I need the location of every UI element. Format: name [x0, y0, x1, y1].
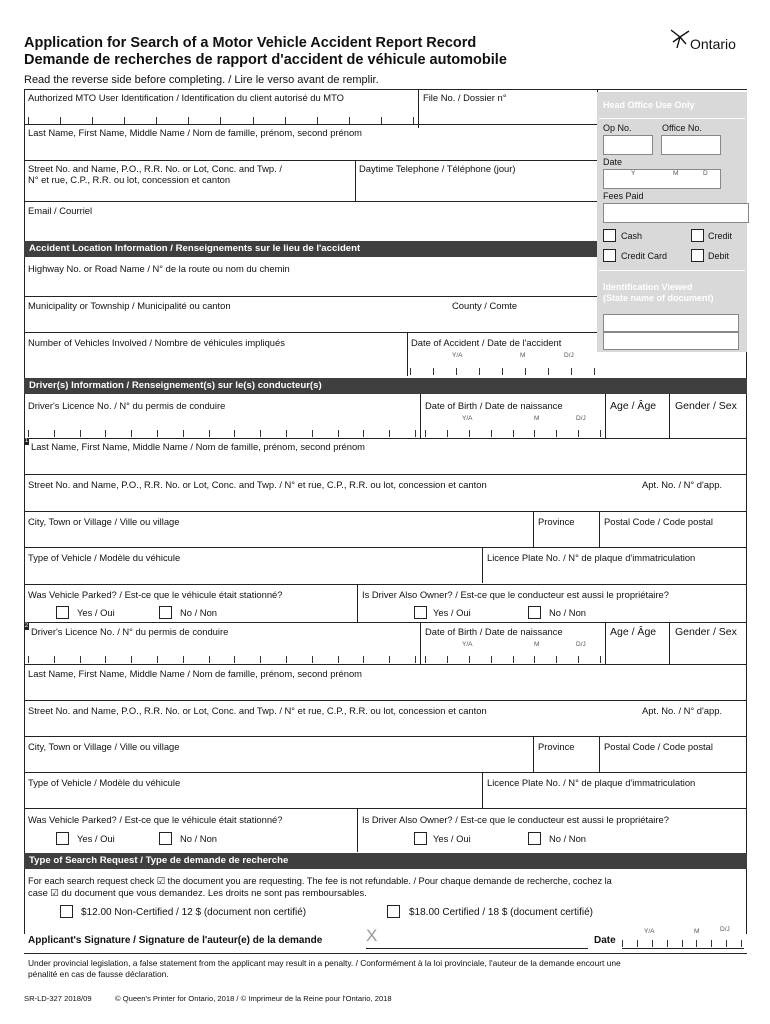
driver1-owner-label: Is Driver Also Owner? / Est-ce que le conducteur est aussi le propriétaire? — [362, 589, 669, 600]
driver2-vehicle-label: Type of Vehicle / Modèle du véhicule — [28, 777, 181, 788]
municipality-label: Municipality or Township / Municipalité ou canton — [28, 300, 231, 311]
signature-date-field[interactable] — [622, 940, 742, 947]
driver1-name-label: Last Name, First Name, Middle Name / Nom de famille, prénom, second prénom — [31, 441, 365, 452]
mto-id-label: Authorized MTO User Identification / Identification du client autorisé du MTO — [28, 92, 344, 103]
driver2-postal-label: Postal Code / Code postal — [604, 741, 713, 752]
driver1-licence-field[interactable] — [28, 430, 416, 437]
driver1-gender-label: Gender / Sex — [675, 400, 737, 412]
driver2-gender-label: Gender / Sex — [675, 626, 737, 638]
op-no-field[interactable] — [603, 135, 653, 155]
phone-label: Daytime Telephone / Téléphone (jour) — [359, 163, 516, 174]
credit-card-checkbox[interactable] — [603, 249, 616, 262]
municipality-field[interactable] — [28, 313, 593, 331]
head-office-panel: Head Office Use Only Op No. Office No. Date Y M D Fees Paid Cash Credit Credit Card Debit Identification Viewed (State name of document) — [597, 92, 747, 352]
legal-text-2: pénalité en cas de fausse déclaration. — [28, 969, 169, 979]
non-certified-label: $12.00 Non-Certified / 12 $ (document non certifié) — [81, 907, 307, 918]
email-label: Email / Courriel — [28, 205, 93, 216]
driver1-licence-label: Driver's Licence No. / N° du permis de conduire — [28, 400, 226, 411]
driver2-street-field[interactable] — [28, 719, 742, 735]
driver1-parked-yes-checkbox[interactable] — [56, 606, 69, 619]
driver1-parked-no-checkbox[interactable] — [159, 606, 172, 619]
driver1-age-field[interactable] — [610, 416, 665, 436]
debit-checkbox[interactable] — [691, 249, 704, 262]
search-instruction-1: For each search request check ☑ the document you are requesting. The fee is not refundable. / Pour chaque demande de recherche, cochez la — [28, 876, 612, 886]
driver1-plate-label: Licence Plate No. / N° de plaque d'immatriculation — [487, 552, 696, 563]
driver1-province-label: Province — [538, 516, 575, 527]
trillium-icon — [668, 28, 692, 50]
vehicles-label: Number of Vehicles Involved / Nombre de véhicules impliqués — [28, 337, 285, 348]
driver2-owner-no-checkbox[interactable] — [528, 832, 541, 845]
certified-checkbox[interactable] — [387, 905, 400, 918]
office-no-field[interactable] — [661, 135, 721, 155]
file-no-label: File No. / Dossier n° — [423, 92, 507, 103]
id-viewed-field-2[interactable] — [603, 332, 739, 350]
county-label: County / Comte — [452, 300, 518, 311]
driver2-licence-field[interactable] — [28, 656, 416, 663]
driver1-city-label: City, Town or Village / Ville ou village — [28, 516, 180, 527]
cash-checkbox[interactable] — [603, 229, 616, 242]
driver1-owner-no-checkbox[interactable] — [528, 606, 541, 619]
driver2-owner-yes-checkbox[interactable] — [414, 832, 427, 845]
accident-section-header: Accident Location Information / Renseignements sur le lieu de l'accident — [24, 241, 597, 257]
signature-label: Applicant's Signature / Signature de l'auteur(e) de la demande — [28, 935, 323, 946]
credit-checkbox[interactable] — [691, 229, 704, 242]
driver1-vehicle-label: Type of Vehicle / Modèle du véhicule — [28, 552, 181, 563]
form-title-fr: Demande de recherches de rapport d'accident de véhicule automobile — [24, 52, 507, 68]
phone-field[interactable] — [359, 178, 595, 200]
accident-date-label: Date of Accident / Date de l'accident — [411, 337, 562, 348]
driver2-city-field[interactable] — [28, 755, 528, 771]
signature-field[interactable] — [366, 926, 588, 949]
driver2-apt-label: Apt. No. / N° d'app. — [642, 705, 723, 716]
driver1-vehicle-field[interactable] — [28, 566, 478, 582]
driver1-age-label: Age / Âge — [610, 400, 657, 412]
instruction-text: Read the reverse side before completing. / Lire le verso avant de remplir. — [24, 74, 379, 86]
driver2-street-label: Street No. and Name, P.O., R.R. No. or Lot, Conc. and Twp. / N° et rue, C.P., R.R. ou lot, concession et canton — [28, 705, 487, 716]
fees-paid-field[interactable] — [603, 203, 749, 223]
driver1-dob-field[interactable] — [425, 430, 601, 437]
signature-x-mark: X — [366, 926, 378, 945]
drivers-section-header: Driver(s) Information / Renseignement(s) sur le(s) conducteur(s) — [24, 378, 747, 394]
driver2-age-field[interactable] — [610, 642, 665, 662]
driver1-parked-label: Was Vehicle Parked? / Est-ce que le véhicule était stationné? — [28, 589, 283, 600]
driver1-name-field[interactable] — [28, 455, 742, 473]
highway-field[interactable] — [28, 276, 593, 296]
driver2-number: 2 — [24, 623, 29, 629]
driver1-dob-label: Date of Birth / Date de naissance — [425, 400, 563, 411]
highway-label: Highway No. or Road Name / N° de la route ou nom du chemin — [28, 263, 290, 274]
driver1-owner-yes-checkbox[interactable] — [414, 606, 427, 619]
driver2-licence-label: Driver's Licence No. / N° du permis de conduire — [31, 626, 229, 637]
copyright-text: © Queen's Printer for Ontario, 2018 / © Imprimeur de la Reine pour l'Ontario, 2018 — [115, 994, 392, 1003]
driver2-parked-label: Was Vehicle Parked? / Est-ce que le véhicule était stationné? — [28, 814, 283, 825]
driver1-apt-label: Apt. No. / N° d'app. — [642, 479, 723, 490]
applicant-name-field[interactable] — [28, 140, 593, 160]
search-instruction-2: case ☑ du document que vous demandez. Les droits ne sont pas remboursables. — [28, 887, 367, 898]
driver1-gender-field[interactable] — [675, 416, 743, 436]
vehicles-field[interactable] — [28, 350, 403, 374]
driver1-street-field[interactable] — [28, 493, 742, 509]
applicant-name-label: Last Name, First Name, Middle Name / Nom de famille, prénom, second prénom — [28, 127, 362, 138]
legal-text-1: Under provincial legislation, a false statement from the applicant may result in a penalty. / Conformément à la loi provinciale, l'auteur de la demande encourt une — [28, 958, 621, 968]
driver1-city-field[interactable] — [28, 530, 528, 546]
street-label-1: Street No. and Name, P.O., R.R. No. or Lot, Conc. and Twp. / — [28, 163, 282, 174]
search-section-header: Type of Search Request / Type de demande de recherche — [24, 853, 747, 869]
driver2-province-label: Province — [538, 741, 575, 752]
driver2-vehicle-field[interactable] — [28, 791, 478, 807]
ontario-logo — [668, 28, 748, 56]
driver2-age-label: Age / Âge — [610, 626, 657, 638]
driver2-parked-yes-checkbox[interactable] — [56, 832, 69, 845]
driver2-dob-field[interactable] — [425, 656, 601, 663]
driver1-street-label: Street No. and Name, P.O., R.R. No. or Lot, Conc. and Twp. / N° et rue, C.P., R.R. ou lot, concession et canton — [28, 479, 487, 490]
id-viewed-field-1[interactable] — [603, 314, 739, 332]
driver2-dob-label: Date of Birth / Date de naissance — [425, 626, 563, 637]
driver2-name-field[interactable] — [28, 682, 742, 700]
driver1-postal-label: Postal Code / Code postal — [604, 516, 713, 527]
mto-id-field[interactable] — [28, 117, 414, 124]
driver2-plate-label: Licence Plate No. / N° de plaque d'immatriculation — [487, 777, 696, 788]
driver2-city-label: City, Town or Village / Ville ou village — [28, 741, 180, 752]
form-title-en: Application for Search of a Motor Vehicle Accident Report Record — [24, 35, 477, 51]
driver2-gender-field[interactable] — [675, 642, 743, 662]
driver1-number: 1 — [24, 438, 29, 444]
non-certified-checkbox[interactable] — [60, 905, 73, 918]
head-office-title: Head Office Use Only — [603, 100, 695, 110]
driver2-owner-label: Is Driver Also Owner? / Est-ce que le conducteur est aussi le propriétaire? — [362, 814, 669, 825]
accident-date-field[interactable] — [410, 368, 595, 375]
signature-date-label: Date — [594, 935, 616, 946]
logo-text: Ontario — [690, 36, 736, 52]
driver2-parked-no-checkbox[interactable] — [159, 832, 172, 845]
driver2-name-label: Last Name, First Name, Middle Name / Nom de famille, prénom, second prénom — [28, 668, 362, 679]
street-label-2: N° et rue, C.P., R.R. ou lot, concession et canton — [28, 174, 231, 185]
certified-label: $18.00 Certified / 18 $ (document certifié) — [409, 907, 593, 918]
form-number: SR-LD-327 2018/09 — [24, 994, 92, 1003]
email-field[interactable] — [28, 218, 593, 240]
